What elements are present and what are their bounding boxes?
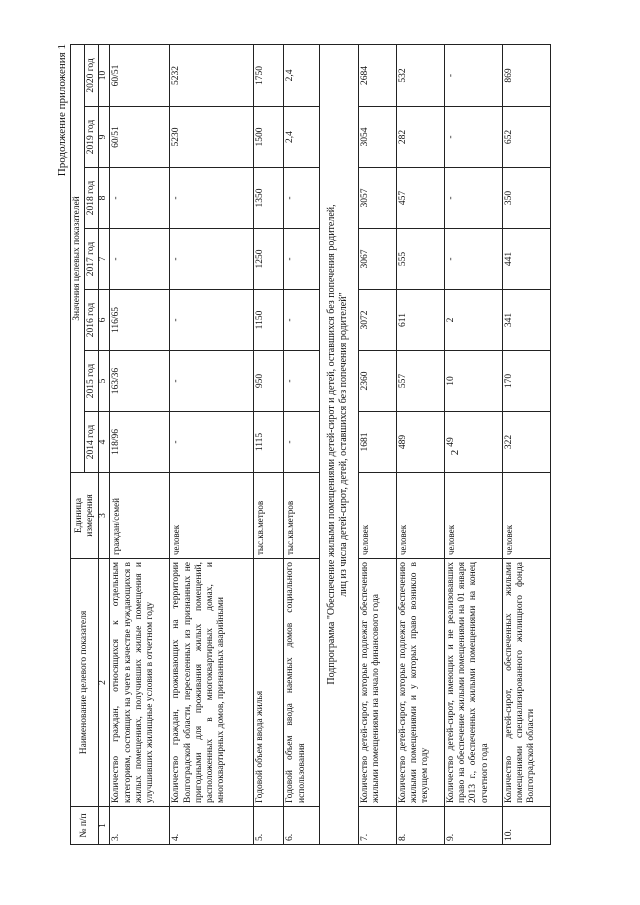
subprogram-title: [320, 44, 359, 844]
value-cell: 3057: [358, 168, 396, 229]
value-cell: 1750: [254, 44, 284, 106]
column-number: 1: [99, 807, 110, 845]
header-name: Наименование целевого показателя: [71, 559, 99, 807]
value-cell: -: [170, 290, 254, 351]
column-number: 5: [99, 351, 110, 412]
value-cell: -: [284, 351, 320, 412]
table-row: [358, 44, 396, 844]
value-cell: 557: [396, 351, 444, 412]
value-cell: 5230: [170, 107, 254, 168]
value-cell: 950: [254, 351, 284, 412]
subprogram-row: [320, 44, 359, 844]
value-cell: 3054: [358, 107, 396, 168]
header-values-group: Значения целевых показателей: [71, 44, 85, 472]
value-cell: -: [444, 44, 502, 106]
value-cell: 2: [444, 290, 502, 351]
header-row-1: [71, 44, 85, 844]
value-cell: 1500: [254, 107, 284, 168]
indicator-unit: человек: [170, 473, 254, 559]
value-cell: 1150: [254, 290, 284, 351]
column-number: 8: [99, 168, 110, 229]
table-row: [502, 44, 550, 844]
value-cell: 118/96: [110, 412, 170, 473]
column-number: 2: [99, 559, 110, 807]
value-cell: 555: [396, 229, 444, 290]
row-number: 3.: [110, 807, 170, 845]
value-cell: -: [170, 229, 254, 290]
value-cell: 2,4: [284, 44, 320, 106]
indicator-name: Количество детей-сирот, которые подлежат обеспечению жилыми помещениями на начало финансового года: [358, 559, 396, 807]
value-cell: 532: [396, 44, 444, 106]
value-cell: 170: [502, 351, 550, 412]
value-cell: -: [284, 412, 320, 473]
indicator-unit: граждан/семей: [110, 473, 170, 559]
value-cell: 322: [502, 412, 550, 473]
table-row: [396, 44, 444, 844]
indicators-table: [70, 44, 551, 845]
value-cell: 1350: [254, 168, 284, 229]
value-cell: -: [284, 168, 320, 229]
table-row: [444, 44, 502, 844]
header-unit: Единица измерения: [71, 473, 99, 559]
indicator-name: Количество граждан, относящихся к отдельным категориям, состоящих на учете в качестве нуждающихся в жилых помещениях, получивших жилые помещения и улучшивших жилищные условия в отчетном году: [110, 559, 170, 807]
column-number: 6: [99, 290, 110, 351]
value-cell: 457: [396, 168, 444, 229]
table-row: [110, 44, 170, 844]
value-cell: 652: [502, 107, 550, 168]
row-number: 10.: [502, 807, 550, 845]
value-cell: -: [284, 229, 320, 290]
header-year: 2015 год: [85, 351, 99, 412]
indicator-name: Количество граждан, проживающих на территории Волгоградской области, переселенных из признанных не пригодными для проживания жилых помещений, расположенных в многоквартирных домах, и многоквартирных домов, признанных аварийными: [170, 559, 254, 807]
indicator-unit: тыс.кв.метров: [284, 473, 320, 559]
value-cell: 10: [444, 351, 502, 412]
value-cell: 116/65: [110, 290, 170, 351]
row-number: 9.: [444, 807, 502, 845]
value-cell: 2,4: [284, 107, 320, 168]
indicator-unit: человек: [358, 473, 396, 559]
value-cell: 2684: [358, 44, 396, 106]
value-cell: -: [444, 107, 502, 168]
value-cell: 489: [396, 412, 444, 473]
header-year: 2016 год: [85, 290, 99, 351]
indicator-name: Количество детей-сирот, обеспеченных жилыми помещениями специализированного жилищного фонда Волгоградской области: [502, 559, 550, 807]
value-cell: 282: [396, 107, 444, 168]
value-cell: -: [110, 229, 170, 290]
value-cell: -: [444, 229, 502, 290]
value-cell: -: [284, 290, 320, 351]
value-cell: 3067: [358, 229, 396, 290]
value-cell: 611: [396, 290, 444, 351]
value-cell: 163/36: [110, 351, 170, 412]
value-cell: 60/51: [110, 44, 170, 106]
column-number: 10: [99, 44, 110, 106]
value-cell: -: [110, 168, 170, 229]
table-row: [254, 44, 284, 844]
value-cell: 1681: [358, 412, 396, 473]
column-number: 3: [99, 473, 110, 559]
column-numbers-row: [99, 44, 110, 844]
value-cell: 3072: [358, 290, 396, 351]
row-number: 7.: [358, 807, 396, 845]
continuation-label: Продолжение приложения 1: [56, 44, 68, 177]
value-cell: 49: [444, 412, 502, 473]
column-number: 9: [99, 107, 110, 168]
value-cell: -: [444, 168, 502, 229]
indicator-name: Годовой объем ввода жилья: [254, 559, 284, 807]
indicator-unit: человек: [502, 473, 550, 559]
indicator-unit: человек: [444, 473, 502, 559]
header-year: 2020 год: [85, 44, 99, 106]
value-cell: 2360: [358, 351, 396, 412]
header-year: 2019 год: [85, 107, 99, 168]
indicator-unit: человек: [396, 473, 444, 559]
row-number: 6.: [284, 807, 320, 845]
value-cell: 60/51: [110, 107, 170, 168]
row-number: 5.: [254, 807, 284, 845]
indicator-name: Годовой объем ввода наемных домов социального использования: [284, 559, 320, 807]
value-cell: -: [170, 412, 254, 473]
indicator-name: Количество детей-сирот, имеющих и не реализовавших право на обеспечение жилыми помещениями на 01 января 2013 г., обеспеченных жилыми помещениями на конец отчетного года: [444, 559, 502, 807]
value-cell: 350: [502, 168, 550, 229]
table-row: [170, 44, 254, 844]
value-cell: -: [170, 168, 254, 229]
header-num: № п/п: [71, 807, 99, 845]
indicator-unit: тыс.кв.метров: [254, 473, 284, 559]
column-number: 7: [99, 229, 110, 290]
column-number: 4: [99, 412, 110, 473]
header-year: 2018 год: [85, 168, 99, 229]
value-cell: -: [170, 351, 254, 412]
header-year: 2017 год: [85, 229, 99, 290]
value-cell: 341: [502, 290, 550, 351]
value-cell: 441: [502, 229, 550, 290]
subprogram-title-line2: лиц из числа детей-сирот, детей, оставшихся без попечения родителей": [338, 292, 350, 597]
value-cell: 1250: [254, 229, 284, 290]
header-year: 2014 год: [85, 412, 99, 473]
row-number: 8.: [396, 807, 444, 845]
page-number: 2: [449, 449, 461, 456]
value-cell: 869: [502, 44, 550, 106]
value-cell: 5232: [170, 44, 254, 106]
table-row: [284, 44, 320, 844]
row-number: 4.: [170, 807, 254, 845]
indicator-name: Количество детей-сирот, которые подлежат обеспечению жилыми помещениями и у которых право возникло в текущем году: [396, 559, 444, 807]
value-cell: 1115: [254, 412, 284, 473]
subprogram-title-line1: Подпрограмма "Обеспечение жилыми помещениями детей-сирот и детей, оставшихся без попечения родителей,: [326, 204, 338, 685]
